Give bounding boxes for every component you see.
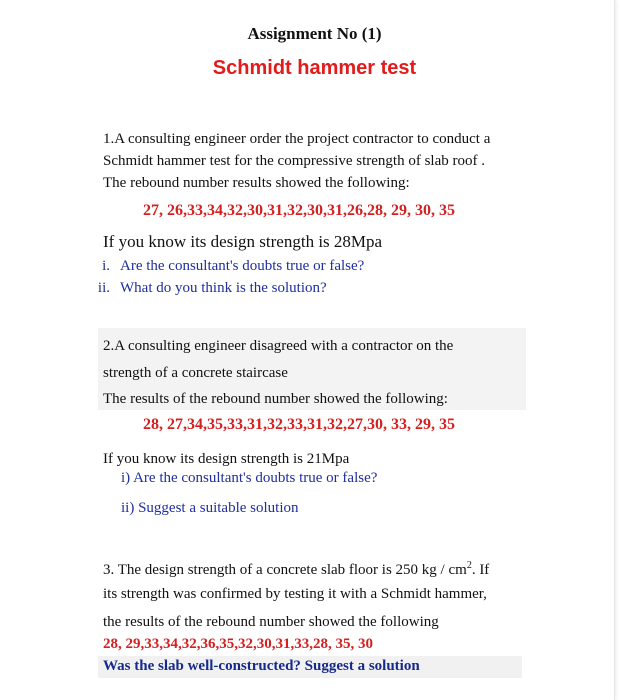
- assignment-heading: Assignment No (1): [247, 24, 382, 43]
- page-title: Schmidt hammer test: [212, 57, 417, 79]
- q1-line-3: The rebound number results showed the following:: [103, 175, 410, 191]
- q1-subquestion-ii: [86, 280, 327, 297]
- q3-line-1: [103, 555, 489, 581]
- q3-line-3: the results of the rebound number showed the following: [103, 614, 439, 630]
- q1-line-1: 1.A consulting engineer order the project contractor to conduct a: [103, 131, 491, 147]
- q3-question: Was the slab well-constructed? Suggest a solution: [103, 658, 420, 674]
- q2-rebound-values: 28, 27,34,35,33,31,32,33,31,32,27,30, 33, 29, 35: [143, 416, 455, 433]
- q3-line-1-end: . If: [471, 562, 490, 578]
- q2-line-1: 2.A consulting engineer disagreed with a contractor on the: [103, 338, 454, 354]
- q1-subquestion-i: [86, 258, 364, 275]
- q1-sub-ii-text: What do you think is the solution?: [120, 280, 327, 296]
- q3-superscript: 2: [466, 560, 472, 571]
- q3-line-2: its strength was confirmed by testing it with a Schmidt hammer,: [103, 586, 487, 602]
- q2-line-3: The results of the rebound number showed the following:: [103, 391, 448, 407]
- q2-line-2: strength of a concrete staircase: [103, 365, 288, 381]
- q1-sub-ii-number: ii.: [97, 280, 110, 296]
- q1-sub-i-text: Are the consultant's doubts true or false?: [120, 258, 365, 274]
- q1-rebound-values: 27, 26,33,34,32,30,31,32,30,31,26,28, 29, 30, 35: [143, 202, 455, 219]
- q3-rebound-values: 28, 29,33,34,32,36,35,32,30,31,33,28, 35, 30: [103, 636, 373, 652]
- q2-design-strength: If you know its design strength is 21Mpa: [103, 451, 350, 467]
- q1-line-2: Schmidt hammer test for the compressive strength of slab roof .: [103, 153, 485, 169]
- q1-design-strength: If you know its design strength is 28Mpa: [103, 232, 383, 251]
- q1-sub-i-number: i.: [102, 258, 110, 274]
- q2-subquestion-ii: ii) Suggest a suitable solution: [121, 500, 299, 516]
- q2-subquestion-i: i) Are the consultant's doubts true or false?: [121, 470, 378, 486]
- q3-line-1-text: 3. The design strength of a concrete slab floor is 250 kg / cm: [103, 562, 467, 578]
